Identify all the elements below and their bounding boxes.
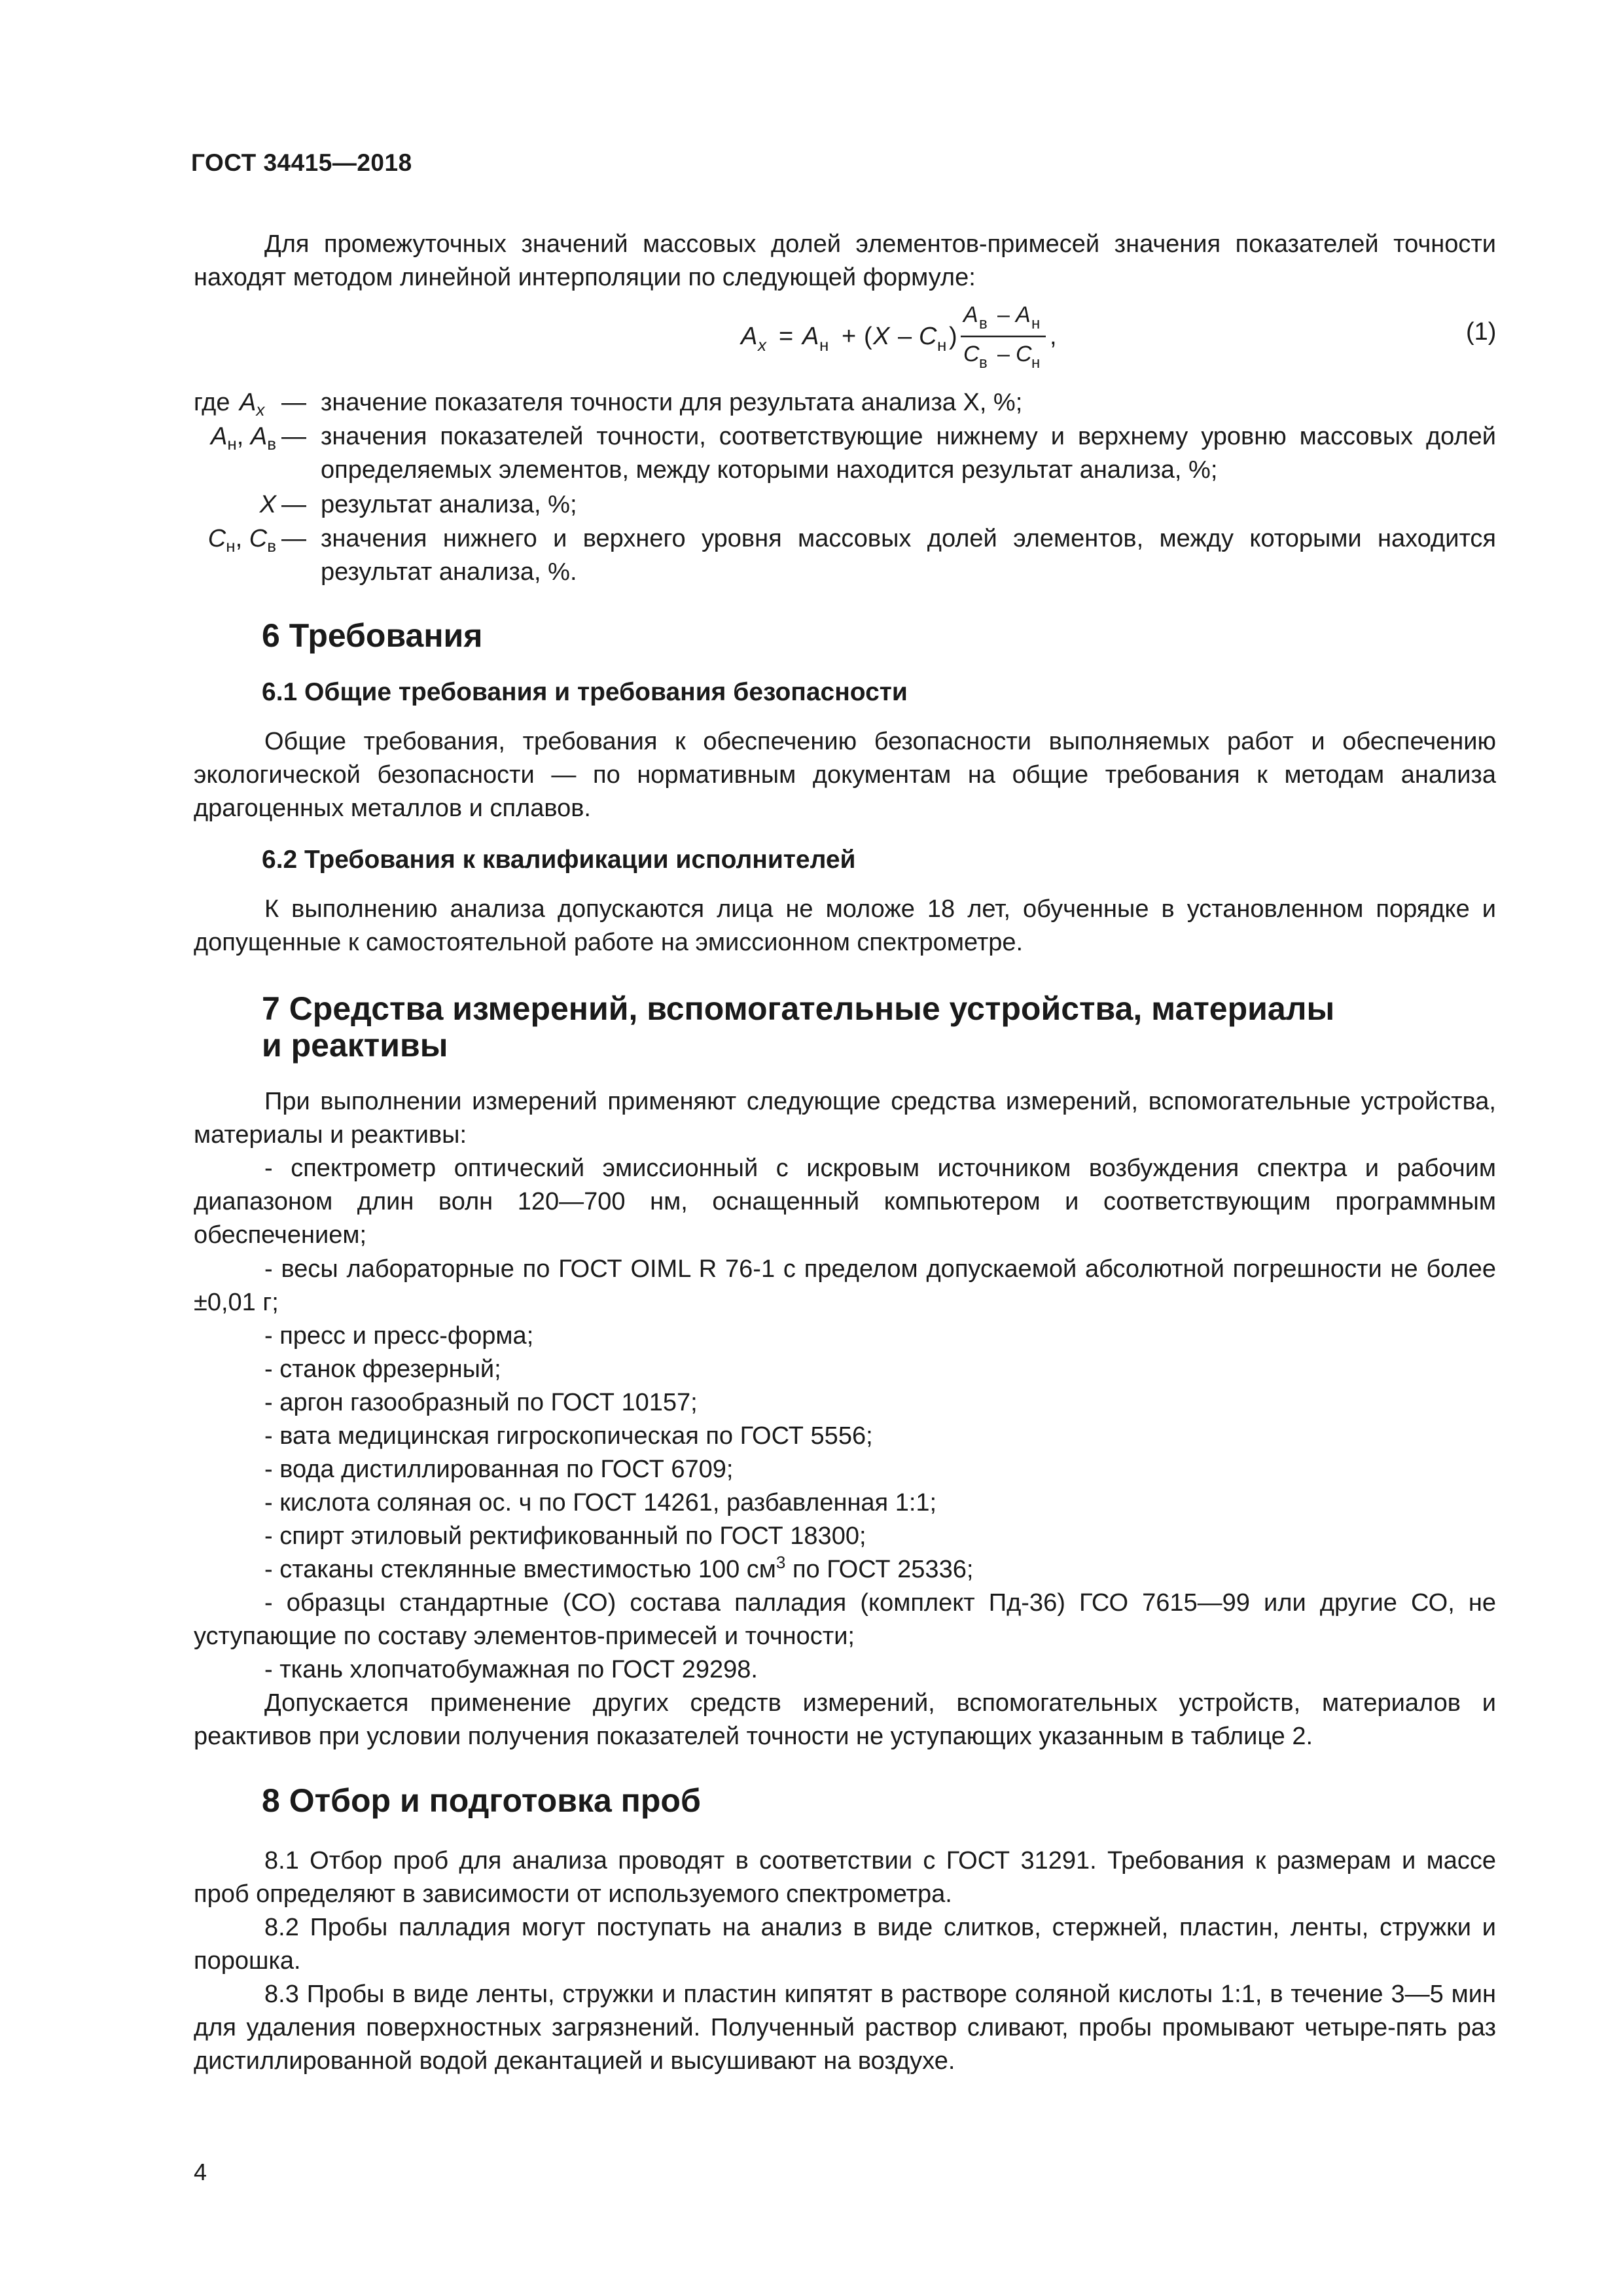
legend-symbol: $A_н$, $A_в$	[210, 423, 276, 454]
section-8-1-text: 8.1 Отбор проб для анализа проводят в соответствии с ГОСТ 31291. Требования к размерам и массе проб определяют в зависимости от используемого спектрометра.	[194, 1847, 1496, 1908]
section-7-title-line1: 7 Средства измерений, вспомогательные устройства, материалы	[262, 990, 1335, 1027]
document-header: ГОСТ 34415—2018	[191, 149, 412, 176]
formula-den-a-sub: в	[979, 354, 988, 372]
list-item: - образцы стандартные (СО) состава палладия (комплект Пд-36) ГСО 7615—99 или другие СО, не уступающие по составу элементов-примесей и точности;	[194, 1589, 1496, 1650]
formula-minus: –	[898, 323, 912, 350]
section-8-title: 8 Отбор и подготовка проб	[262, 1782, 701, 1819]
section-6-2-title: 6.2 Требования к квалификации исполнителей	[262, 846, 856, 874]
formula-den-b: C	[1016, 342, 1032, 367]
formula-den-a: C	[963, 342, 980, 367]
legend-dash: —	[281, 491, 306, 518]
legend-description: значения нижнего и верхнего уровня массовых долей элементов, между которыми находится результат анализа, %.	[321, 525, 1496, 586]
formula-lhs: A	[741, 323, 758, 350]
formula-lhs-sub: x	[758, 335, 766, 355]
formula-number: (1)	[1466, 318, 1497, 346]
section-6-1-title: 6.1 Общие требования и требования безопасности	[262, 678, 908, 706]
legend-symbol: $A_x$	[240, 389, 265, 420]
list-item: - ткань хлопчатобумажная по ГОСТ 29298.	[264, 1656, 758, 1683]
formula-num-a: A	[963, 302, 978, 327]
section-6-title: 6 Требования	[262, 617, 483, 654]
interpolation-formula	[733, 300, 1126, 372]
list-item: - вода дистиллированная по ГОСТ 6709;	[264, 1456, 734, 1483]
section-7-closing: Допускается применение других средств измерений, вспомогательных устройств, материалов и реактивов при условии получения показателей точности не уступающих указанным в таблице 2.	[194, 1689, 1496, 1750]
list-item: - аргон газообразный по ГОСТ 10157;	[264, 1389, 698, 1416]
formula-a-lower: A	[802, 323, 819, 350]
legend-description: значение показателя точности для результата анализа X, %;	[321, 389, 1023, 416]
formula-num-b: A	[1016, 302, 1031, 327]
formula-comma: ,	[1050, 323, 1057, 350]
legend-dash: —	[281, 389, 306, 416]
list-item: - стаканы стеклянные вместимостью 100 $см^3$ по ГОСТ 25336;	[264, 1552, 974, 1583]
intro-paragraph: Для промежуточных значений массовых долей элементов-примесей значения показателей точности находят методом линейной интерполяции по следующей формуле:	[194, 230, 1496, 291]
legend-description: значения показателей точности, соответствующие нижнему и верхнему уровню массовых долей определяемых элементов, между которыми находится результат анализа, %;	[321, 423, 1496, 484]
formula-den-b-sub: н	[1031, 354, 1041, 372]
section-6-1-text: Общие требования, требования к обеспечению безопасности выполняемых работ и обеспечению экологической безопасности — по нормативным документам на общие требования к методам анализа драгоценных металлов и сплавов.	[194, 728, 1496, 822]
formula-den-minus: –	[997, 342, 1010, 367]
list-item: - вата медицинская гигроскопическая по ГОСТ 5556;	[264, 1422, 873, 1450]
legend-symbol: $C_н$, $C_в$	[207, 525, 276, 556]
formula-c-lower-sub: н	[937, 335, 947, 355]
list-item: - кислота соляная ос. ч по ГОСТ 14261, разбавленная 1:1;	[264, 1489, 937, 1516]
formula-paren-open: (	[864, 323, 872, 350]
list-item: - весы лабораторные по ГОСТ OIML R 76-1 с пределом допускаемой абсолютной погрешности не более ±0,01 г;	[194, 1255, 1496, 1316]
list-item: - станок фрезерный;	[264, 1355, 501, 1383]
formula-x: X	[873, 323, 890, 350]
section-8-2-text: 8.2 Пробы палладия могут поступать на анализ в виде слитков, стержней, пластин, ленты, стружки и порошка.	[194, 1914, 1496, 1975]
section-8-3-text: 8.3 Пробы в виде ленты, стружки и пластин кипятят в растворе соляной кислоты 1:1, в течение 3—5 мин для удаления поверхностных загрязнений. Полученный раствор сливают, пробы промывают четыре-пять раз дистиллированной водой декантацией и высушивают на воздухе.	[194, 1981, 1496, 2075]
formula-num-minus: –	[997, 302, 1010, 327]
formula-eq: =	[779, 323, 794, 350]
page-number: 4	[194, 2159, 207, 2185]
formula-c-lower: C	[919, 323, 937, 350]
legend-dash: —	[281, 423, 306, 450]
section-7-intro: При выполнении измерений применяют следующие средства измерений, вспомогательные устройства, материалы и реактивы:	[194, 1088, 1496, 1149]
formula-num-b-sub: н	[1031, 315, 1041, 332]
list-item: - спирт этиловый ректификованный по ГОСТ 18300;	[264, 1522, 866, 1550]
formula-num-a-sub: в	[979, 315, 988, 332]
legend-description: результат анализа, %;	[321, 491, 577, 518]
formula-paren-close: )	[949, 323, 957, 350]
section-7-title-line2: и реактивы	[262, 1027, 448, 1064]
formula-plus: +	[842, 323, 857, 350]
legend-symbol: X	[259, 491, 276, 518]
formula-a-lower-sub: н	[819, 335, 829, 355]
list-item: - спектрометр оптический эмиссионный с искровым источником возбуждения спектра и рабочим диапазоном длин волн 120—700 нм, оснащенный компьютером и соответствующим программным обеспечением;	[194, 1155, 1496, 1249]
list-item: - пресс и пресс-форма;	[264, 1322, 534, 1350]
legend-dash: —	[281, 525, 306, 552]
section-6-2-text: К выполнению анализа допускаются лица не моложе 18 лет, обученные в установленном порядке и допущенные к самостоятельной работе на эмиссионном спектрометре.	[194, 895, 1496, 956]
legend-where: где	[194, 389, 230, 416]
